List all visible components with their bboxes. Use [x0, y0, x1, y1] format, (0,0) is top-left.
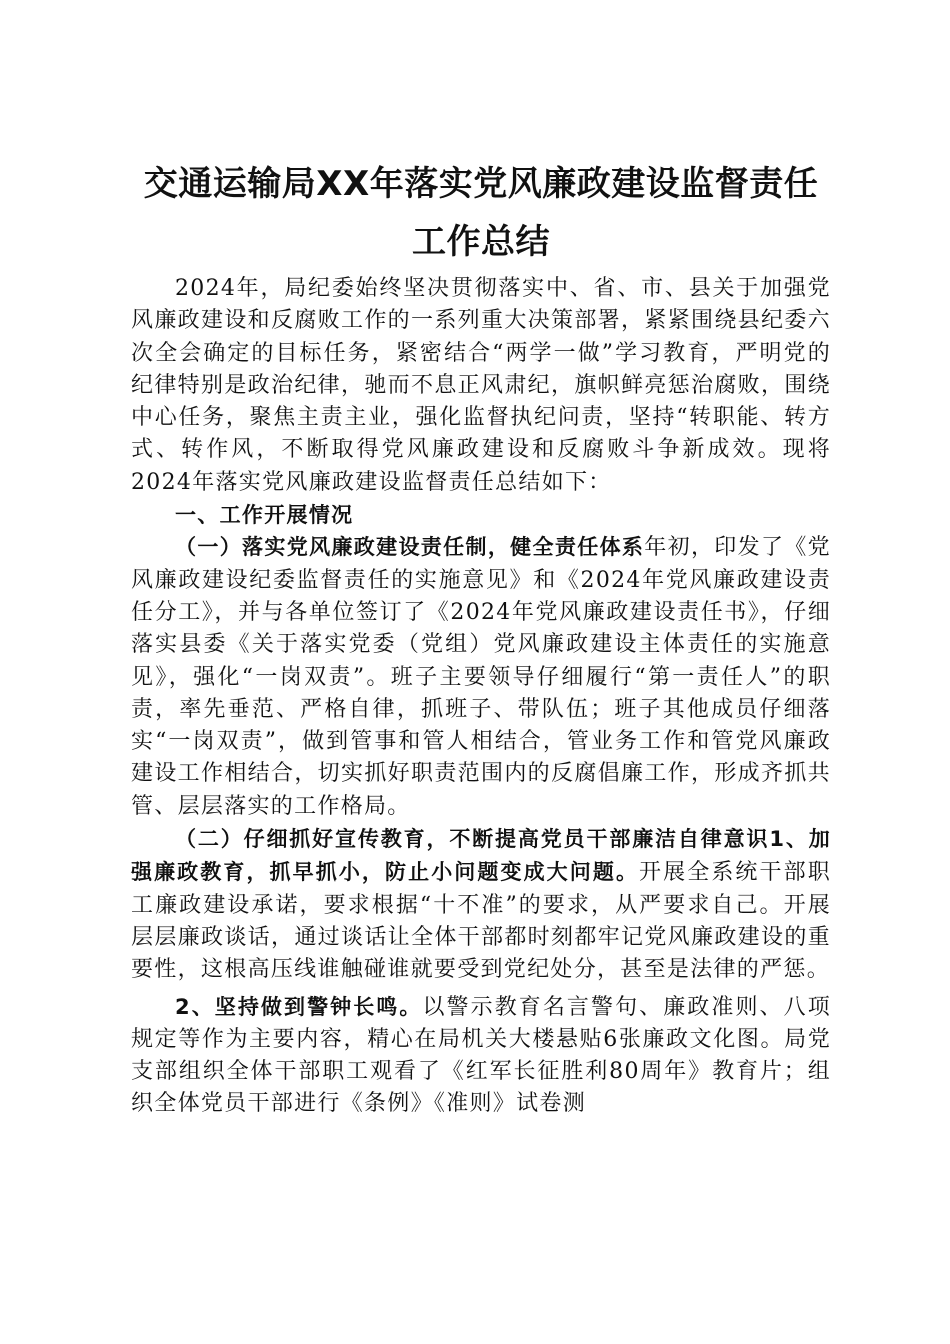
- intro-paragraph: 2024年，局纪委始终坚决贯彻落实中、省、市、县关于加强党风廉政建设和反腐败工作的一系列重大决策部署，紧紧围绕县纪委六次全会确定的目标任务，紧密结合“两学一做”学习教育，严明党的纪律特别是政治纪律，驰而不息正风肃纪，旗帜鲜亮惩治腐败，围绕中心任务，聚焦主责主业，强化监督执纪问责，坚持“转职能、转方式、转作风，不断取得党风廉政建设和反腐败斗争新成效。现将2024年落实党风廉政建设监督责任总结如下：: [131, 276, 831, 495]
- title-line-2: 工作总结: [412, 222, 550, 262]
- document-title: [125, 155, 837, 271]
- subsection-2-paragraph: [131, 823, 831, 986]
- section-heading: 一、工作开展情况: [175, 503, 354, 528]
- subsection-1-body: 年初，印发了《党风廉政建设纪委监督责任的实施意见》和《2024年党风廉政建设责任分工》，并与各单位签订了《2024年党风廉政建设责任书》，仔细落实县委《关于落实党委（党组）党风廉政建设主体责任的实施意见》，强化“一岗双责”。班子主要领导仔细履行“第一责任人”的职责，率先垂范、严格自律，抓班子、带队伍；班子其他成员仔细落实“一岗双责”，做到管事和管人相结合，管业务工作和管党风廉政建设工作相结合，切实抓好职责范围内的反腐倡廉工作，形成齐抓共管、层层落实的工作格局。: [131, 535, 831, 819]
- subsection-2-item-2-body: 以警示教育名言警句、廉政准则、八项规定等作为主要内容，精心在局机关大楼悬贴6张廉政文化图。局党支部组织全体干部职工观看了《红军长征胜利80周年》教育片；组织全体党员干部进行《条例》《准则》试卷测: [131, 994, 831, 1117]
- subsection-1-title: （一）落实党风廉政建设责任制，健全责任体系: [175, 535, 645, 560]
- title-line-1: 交通运输局XX年落实党风廉政建设监督责任: [143, 164, 819, 204]
- subsection-2-item-1-title: 1、加强廉政教育，抓早抓小，防止小问题变成大问题。: [131, 827, 831, 885]
- subsection-2-item-2-paragraph: [131, 991, 831, 1121]
- subsection-1-paragraph: [131, 531, 831, 823]
- subsection-2-item-1-body: 开展全系统干部职工廉政建设承诺，要求根据“十不准”的要求，从严要求自己。开展层层廉政谈话，通过谈话让全体干部都时刻都牢记党风廉政建设的重要性，这根高压线谁触碰谁就要受到党纪处分，甚至是法律的严惩。: [131, 860, 831, 983]
- document-page: [131, 155, 831, 1121]
- subsection-2-item-2-title: 2、坚持做到警钟长鸣。: [175, 994, 423, 1019]
- subsection-2-title: （二）仔细抓好宣传教育，不断提高党员干部廉洁自律意识: [175, 827, 770, 852]
